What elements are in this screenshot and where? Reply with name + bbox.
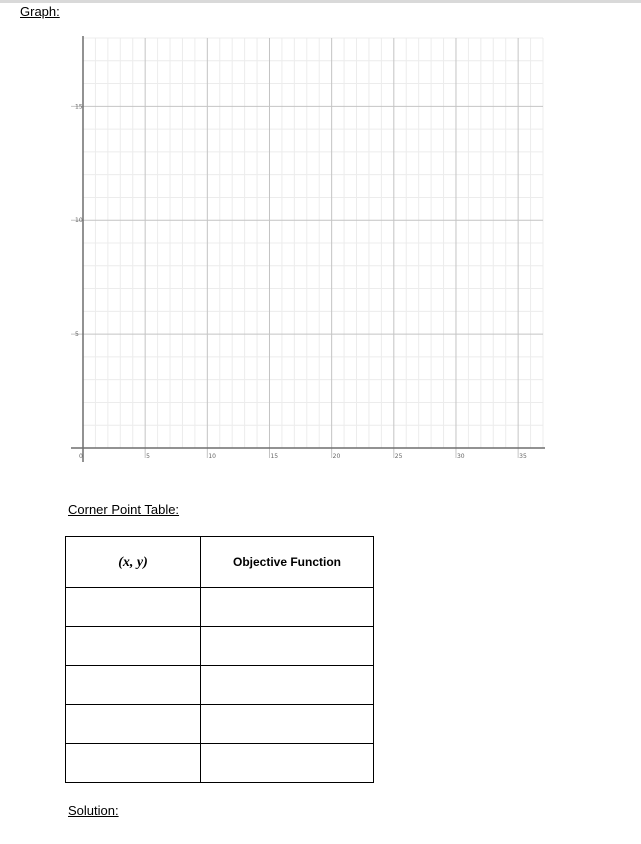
objective-function-header-label: Objective Function [232,555,341,569]
xy-cell[interactable] [66,666,201,705]
objective-function-cell[interactable] [201,666,374,705]
objective-function-cell[interactable] [201,705,374,744]
table-row [66,588,374,627]
x-tick-label: 5 [146,453,150,460]
solution-heading: Solution: [68,803,119,818]
table-row [66,744,374,783]
table-row [66,627,374,666]
x-tick-label: 20 [332,453,341,460]
x-tick-label: 10 [208,453,216,460]
table-row [66,666,374,705]
objective-function-cell[interactable] [201,744,374,783]
xy-header-label: (x, y) [118,555,148,570]
table-row [66,705,374,744]
coordinate-grid [60,36,545,468]
x-tick-label: 15 [270,453,279,460]
xy-cell[interactable] [66,744,201,783]
graph-heading: Graph: [20,4,60,19]
xy-column-header [66,537,201,588]
xy-cell[interactable] [66,627,201,666]
table-header-row [66,537,374,588]
y-tick-label: 5 [75,331,79,339]
corner-point-table-heading: Corner Point Table: [68,502,180,517]
x-tick-label: 35 [519,453,527,460]
objective-function-cell[interactable] [201,627,374,666]
xy-cell[interactable] [66,588,201,627]
x-tick-label: 30 [456,453,465,460]
top-border [0,0,641,3]
x-tick-label: 0 [79,453,83,460]
x-tick-label: 25 [394,453,403,460]
xy-cell[interactable] [66,705,201,744]
y-tick-label: 10 [75,217,83,225]
corner-point-table [65,536,374,783]
objective-function-column-header [201,537,374,588]
objective-function-cell[interactable] [201,588,374,627]
y-tick-label: 15 [75,103,83,111]
